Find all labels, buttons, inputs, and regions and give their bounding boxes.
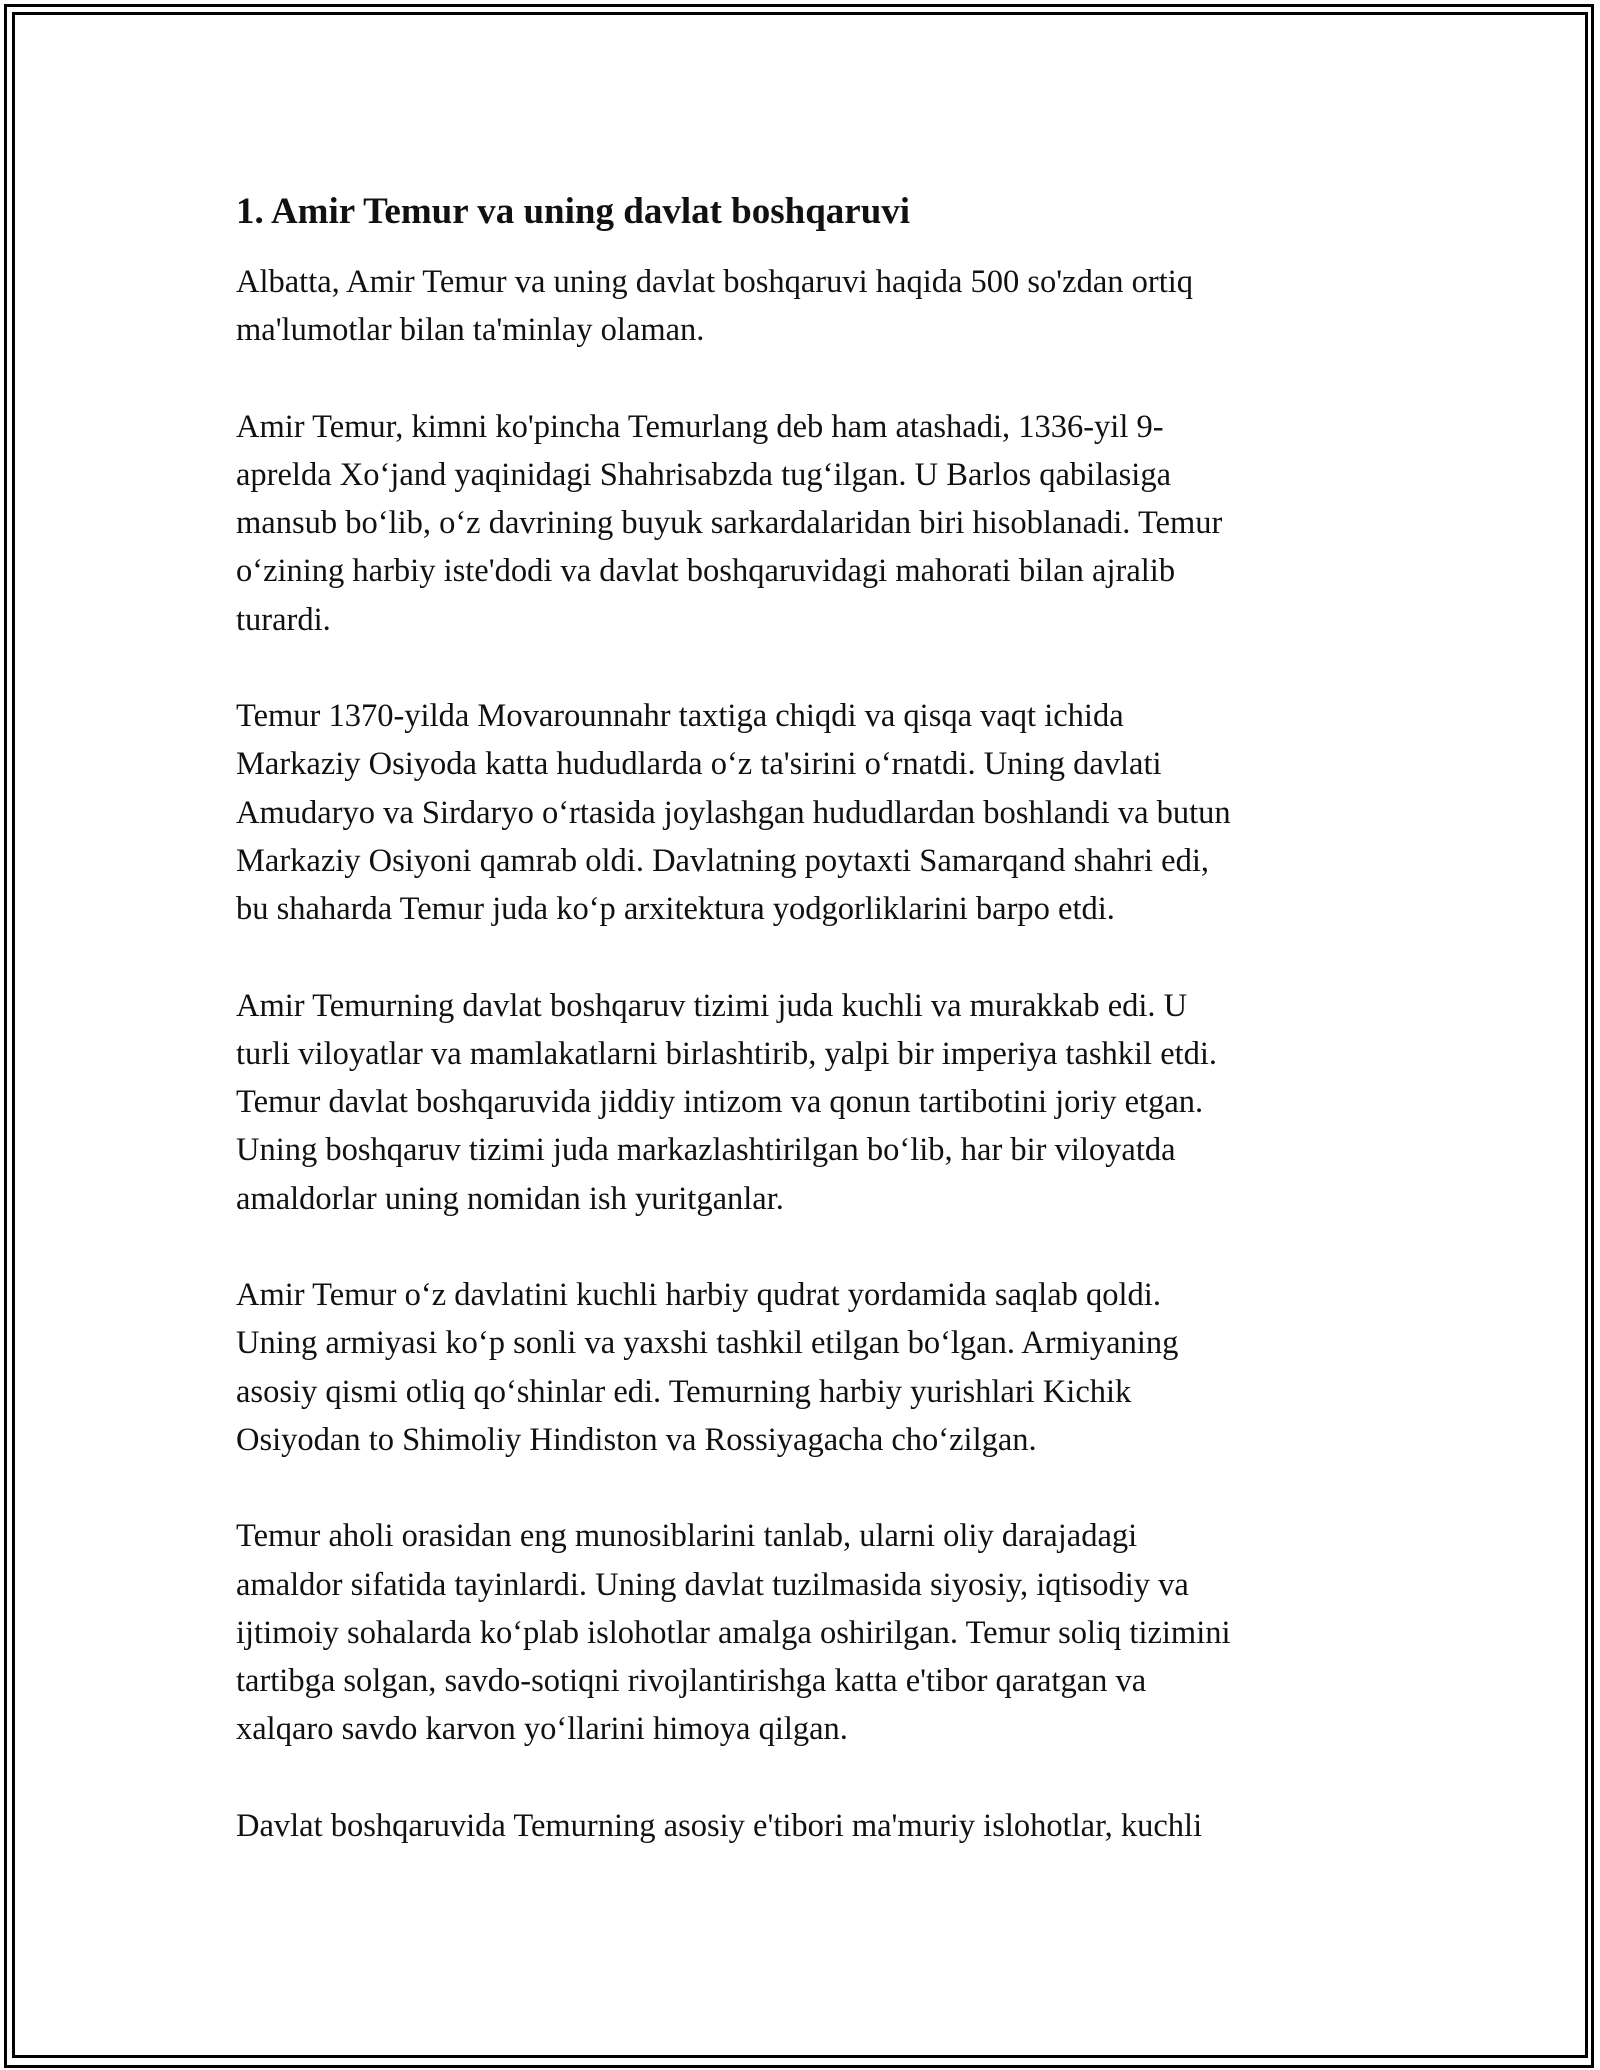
text-line: Temur 1370-yilda Movarounnahr taxtiga chiqdi va qisqa vaqt ichida [236, 698, 1124, 735]
paragraph-reforms [236, 1512, 1366, 1753]
paragraph-intro [236, 258, 1366, 355]
paragraph-rise-to-power [236, 692, 1366, 933]
text-line: asosiy qismi otliq qo‘shinlar edi. Temurning harbiy yurishlari Kichik [236, 1373, 1132, 1410]
text-line: amaldorlar uning nomidan ish yuritganlar. [236, 1180, 784, 1217]
text-line: mansub bo‘lib, o‘z davrining buyuk sarkardalaridan biri hisoblanadi. Temur [236, 505, 1223, 542]
text-line: Uning boshqaruv tizimi juda markazlashtirilgan bo‘lib, har bir viloyatda [236, 1132, 1176, 1169]
text-line: Davlat boshqaruvida Temurning asosiy e'tibori ma'muriy islohotlar, kuchli [236, 1807, 1203, 1844]
text-line: ijtimoiy sohalarda ko‘plab islohotlar amalga oshirilgan. Temur soliq tizimini [236, 1614, 1231, 1651]
text-line: xalqaro savdo karvon yo‘llarini himoya qilgan. [236, 1711, 848, 1748]
document-body [236, 186, 1366, 1898]
text-line: turardi. [236, 601, 331, 638]
text-line: aprelda Xo‘jand yaqinidagi Shahrisabzda tug‘ilgan. U Barlos qabilasiga [236, 456, 1172, 493]
paragraph-military [236, 1271, 1366, 1464]
text-line: Amir Temur, kimni ko'pincha Temurlang deb ham atashadi, 1336-yil 9- [236, 408, 1164, 445]
text-line: Osiyodan to Shimoliy Hindiston va Rossiyagacha cho‘zilgan. [236, 1421, 1037, 1458]
text-line: Temur davlat boshqaruvida jiddiy intizom va qonun tartibotini joriy etgan. [236, 1084, 1204, 1121]
text-line: Albatta, Amir Temur va uning davlat boshqaruvi haqida 500 so'zdan ortiq [236, 264, 1194, 300]
text-line: Amir Temur o‘z davlatini kuchli harbiy qudrat yordamida saqlab qoldi. [236, 1277, 1161, 1314]
text-line: bu shaharda Temur juda ko‘p arxitektura yodgorliklarini barpo etdi. [236, 891, 1115, 928]
paragraph-administration [236, 1802, 1366, 1850]
text-line: Markaziy Osiyoda katta hududlarda o‘z ta'sirini o‘rnatdi. Uning davlati [236, 746, 1162, 783]
page-title: 1. Amir Temur va uning davlat boshqaruvi [236, 191, 911, 232]
text-line: Temur aholi orasidan eng munosiblarini tanlab, ularni oliy darajadagi [236, 1518, 1138, 1555]
text-line: Amir Temurning davlat boshqaruv tizimi juda kuchli va murakkab edi. U [236, 987, 1188, 1024]
paragraph-birth [236, 403, 1366, 644]
text-line: turli viloyatlar va mamlakatlarni birlashtirib, yalpi bir imperiya tashkil etdi. [236, 1035, 1218, 1072]
text-line: ma'lumotlar bilan ta'minlay olaman. [236, 312, 705, 349]
text-line: o‘zining harbiy iste'dodi va davlat boshqaruvidagi mahorati bilan ajralib [236, 553, 1176, 590]
text-line: Uning armiyasi ko‘p sonli va yaxshi tashkil etilgan bo‘lgan. Armiyaning [236, 1325, 1179, 1362]
text-line: tartibga solgan, savdo-sotiqni rivojlantirishga katta e'tibor qaratgan va [236, 1663, 1147, 1700]
text-line: Amudaryo va Sirdaryo o‘rtasida joylashgan hududlardan boshlandi va butun [236, 794, 1231, 831]
text-line: Markaziy Osiyoni qamrab oldi. Davlatning poytaxti Samarqand shahri edi, [236, 842, 1209, 879]
text-line: amaldor sifatida tayinlardi. Uning davlat tuzilmasida siyosiy, iqtisodiy va [236, 1566, 1189, 1603]
paragraph-governance [236, 982, 1366, 1223]
